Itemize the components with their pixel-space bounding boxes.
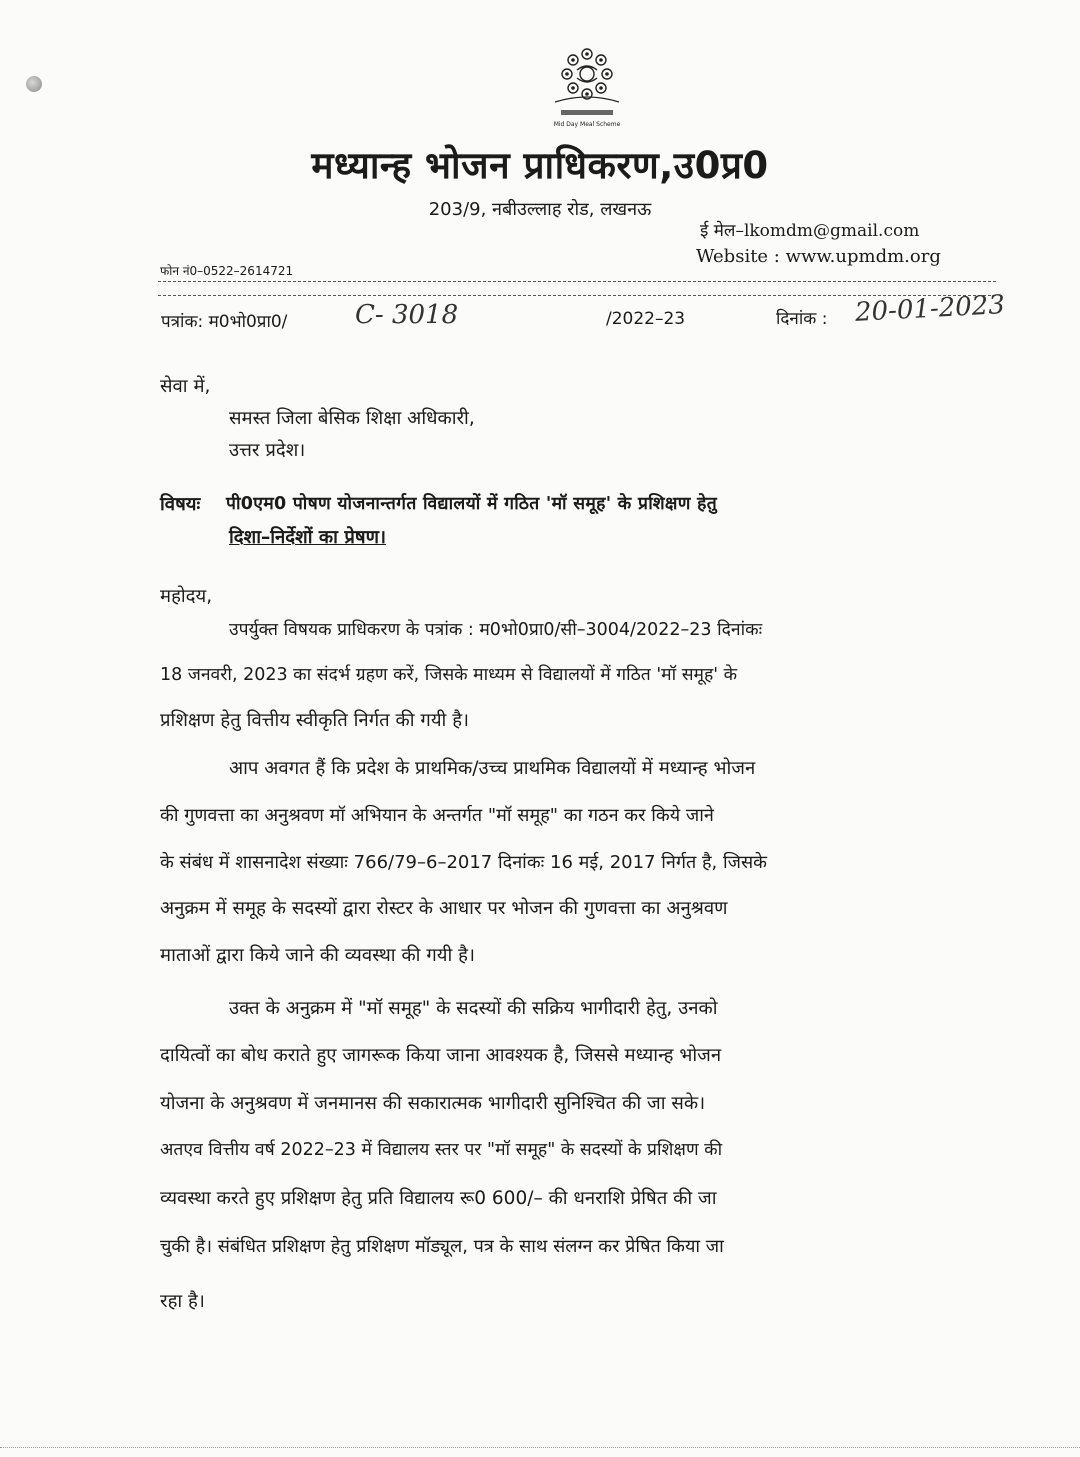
paragraph-2-line-5: माताओं द्वारा किये जाने की व्यवस्था की गयी है। xyxy=(160,945,476,966)
salutation-to: सेवा में, xyxy=(160,376,211,397)
date-label: दिनांक : xyxy=(776,309,828,329)
financial-year: /2022–23 xyxy=(606,309,686,329)
paragraph-2-line-4: अनुक्रम में समूह के सदस्यों द्वारा रोस्टर के आधार पर भोजन की गुणवत्ता का अनुश्रवण xyxy=(160,898,728,919)
paragraph-3-line-6: चुकी है। संबंधित प्रशिक्षण हेतु प्रशिक्षण मॉड्यूल, पत्र के साथ संलग्न कर प्रेषित किया जा xyxy=(160,1236,724,1257)
addressee-line-2: उत्तर प्रदेश। xyxy=(229,440,306,461)
paragraph-3-line-7: रहा है। xyxy=(160,1291,205,1312)
paragraph-3-line-2: दायित्वों का बोध कराते हुए जागरूक किया जाना आवश्यक है, जिससे मध्यान्ह भोजन xyxy=(160,1045,722,1066)
logo-caption: Mid Day Meal Scheme xyxy=(553,121,621,128)
paragraph-2-line-1: आप अवगत हैं कि प्रदेश के प्राथमिक/उच्च प्राथमिक विद्यालयों में मध्यान्ह भोजन xyxy=(229,758,756,779)
paragraph-3-line-3: योजना के अनुश्रवण में जनमानस की सकारात्मक भागीदारी सुनिश्चित की जा सके। xyxy=(160,1093,706,1114)
header-divider-top xyxy=(158,281,996,282)
office-address: 203/9, नबीउल्लाह रोड, लखनऊ xyxy=(428,199,652,220)
subject-line-1: पी0एम0 पोषण योजनान्तर्गत विद्यालयों में गठित 'मॉ समूह' के प्रशिक्षण हेतु xyxy=(226,494,717,514)
mid-day-meal-logo xyxy=(547,46,627,136)
greeting: महोदय, xyxy=(160,586,213,607)
paragraph-3-line-4: अतएव वित्तीय वर्ष 2022–23 में विद्यालय स्तर पर "मॉ समूह" के सदस्यों के प्रशिक्षण की xyxy=(160,1140,723,1160)
contact-email: ई मेल–lkomdm@gmail.com xyxy=(700,221,920,241)
addressee-line-1: समस्त जिला बेसिक शिक्षा अधिकारी, xyxy=(229,408,475,429)
authority-title: मध्यान्ह भोजन प्राधिकरण,उ0प्र0 xyxy=(311,144,769,187)
contact-phone: फोन नं0–0522–2614721 xyxy=(160,264,294,278)
paragraph-1-line-3: प्रशिक्षण हेतु वित्तीय स्वीकृति निर्गत की गयी है। xyxy=(160,710,470,731)
paragraph-2-line-3: के संबंध में शासनादेश संख्याः 766/79–6–2017 दिनांकः 16 मई, 2017 निर्गत है, जिसके xyxy=(160,852,768,873)
paragraph-3-line-1: उक्त के अनुक्रम में "मॉ समूह" के सदस्यों की सक्रिय भागीदारी हेतु, उनको xyxy=(229,998,718,1019)
contact-website: Website : www.upmdm.org xyxy=(696,246,941,267)
paragraph-1-line-1: उपर्युक्त विषयक प्राधिकरण के पत्रांक : म0भो0प्रा0/सी–3004/2022–23 दिनांकः xyxy=(229,620,763,640)
punch-hole-mark xyxy=(26,76,42,92)
paragraph-2-line-2: की गुणवत्ता का अनुश्रवण मॉ अभियान के अन्तर्गत "मॉ समूह" का गठन कर किये जाने xyxy=(160,805,714,826)
paragraph-3-line-5: व्यवस्था करते हुए प्रशिक्षण हेतु प्रति विद्यालय रू0 600/– की धनराशि प्रेषित की जा xyxy=(160,1188,717,1209)
subject-line-2: दिशा–निर्देशों का प्रेषण। xyxy=(229,527,386,548)
date-handwritten: 20-01-2023 xyxy=(854,290,1006,328)
letter-number-handwritten: C- 3018 xyxy=(355,300,459,330)
header-divider-bottom xyxy=(158,295,996,296)
paragraph-1-line-2: 18 जनवरी, 2023 का संदर्भ ग्रहण करें, जिसके माध्यम से विद्यालयों में गठित 'मॉ समूह' के xyxy=(160,665,738,685)
subject-label: विषयः xyxy=(160,494,201,515)
letter-number-label: पत्रांक: म0भो0प्रा0/ xyxy=(161,312,288,332)
page-bottom-edge xyxy=(0,1447,1080,1448)
